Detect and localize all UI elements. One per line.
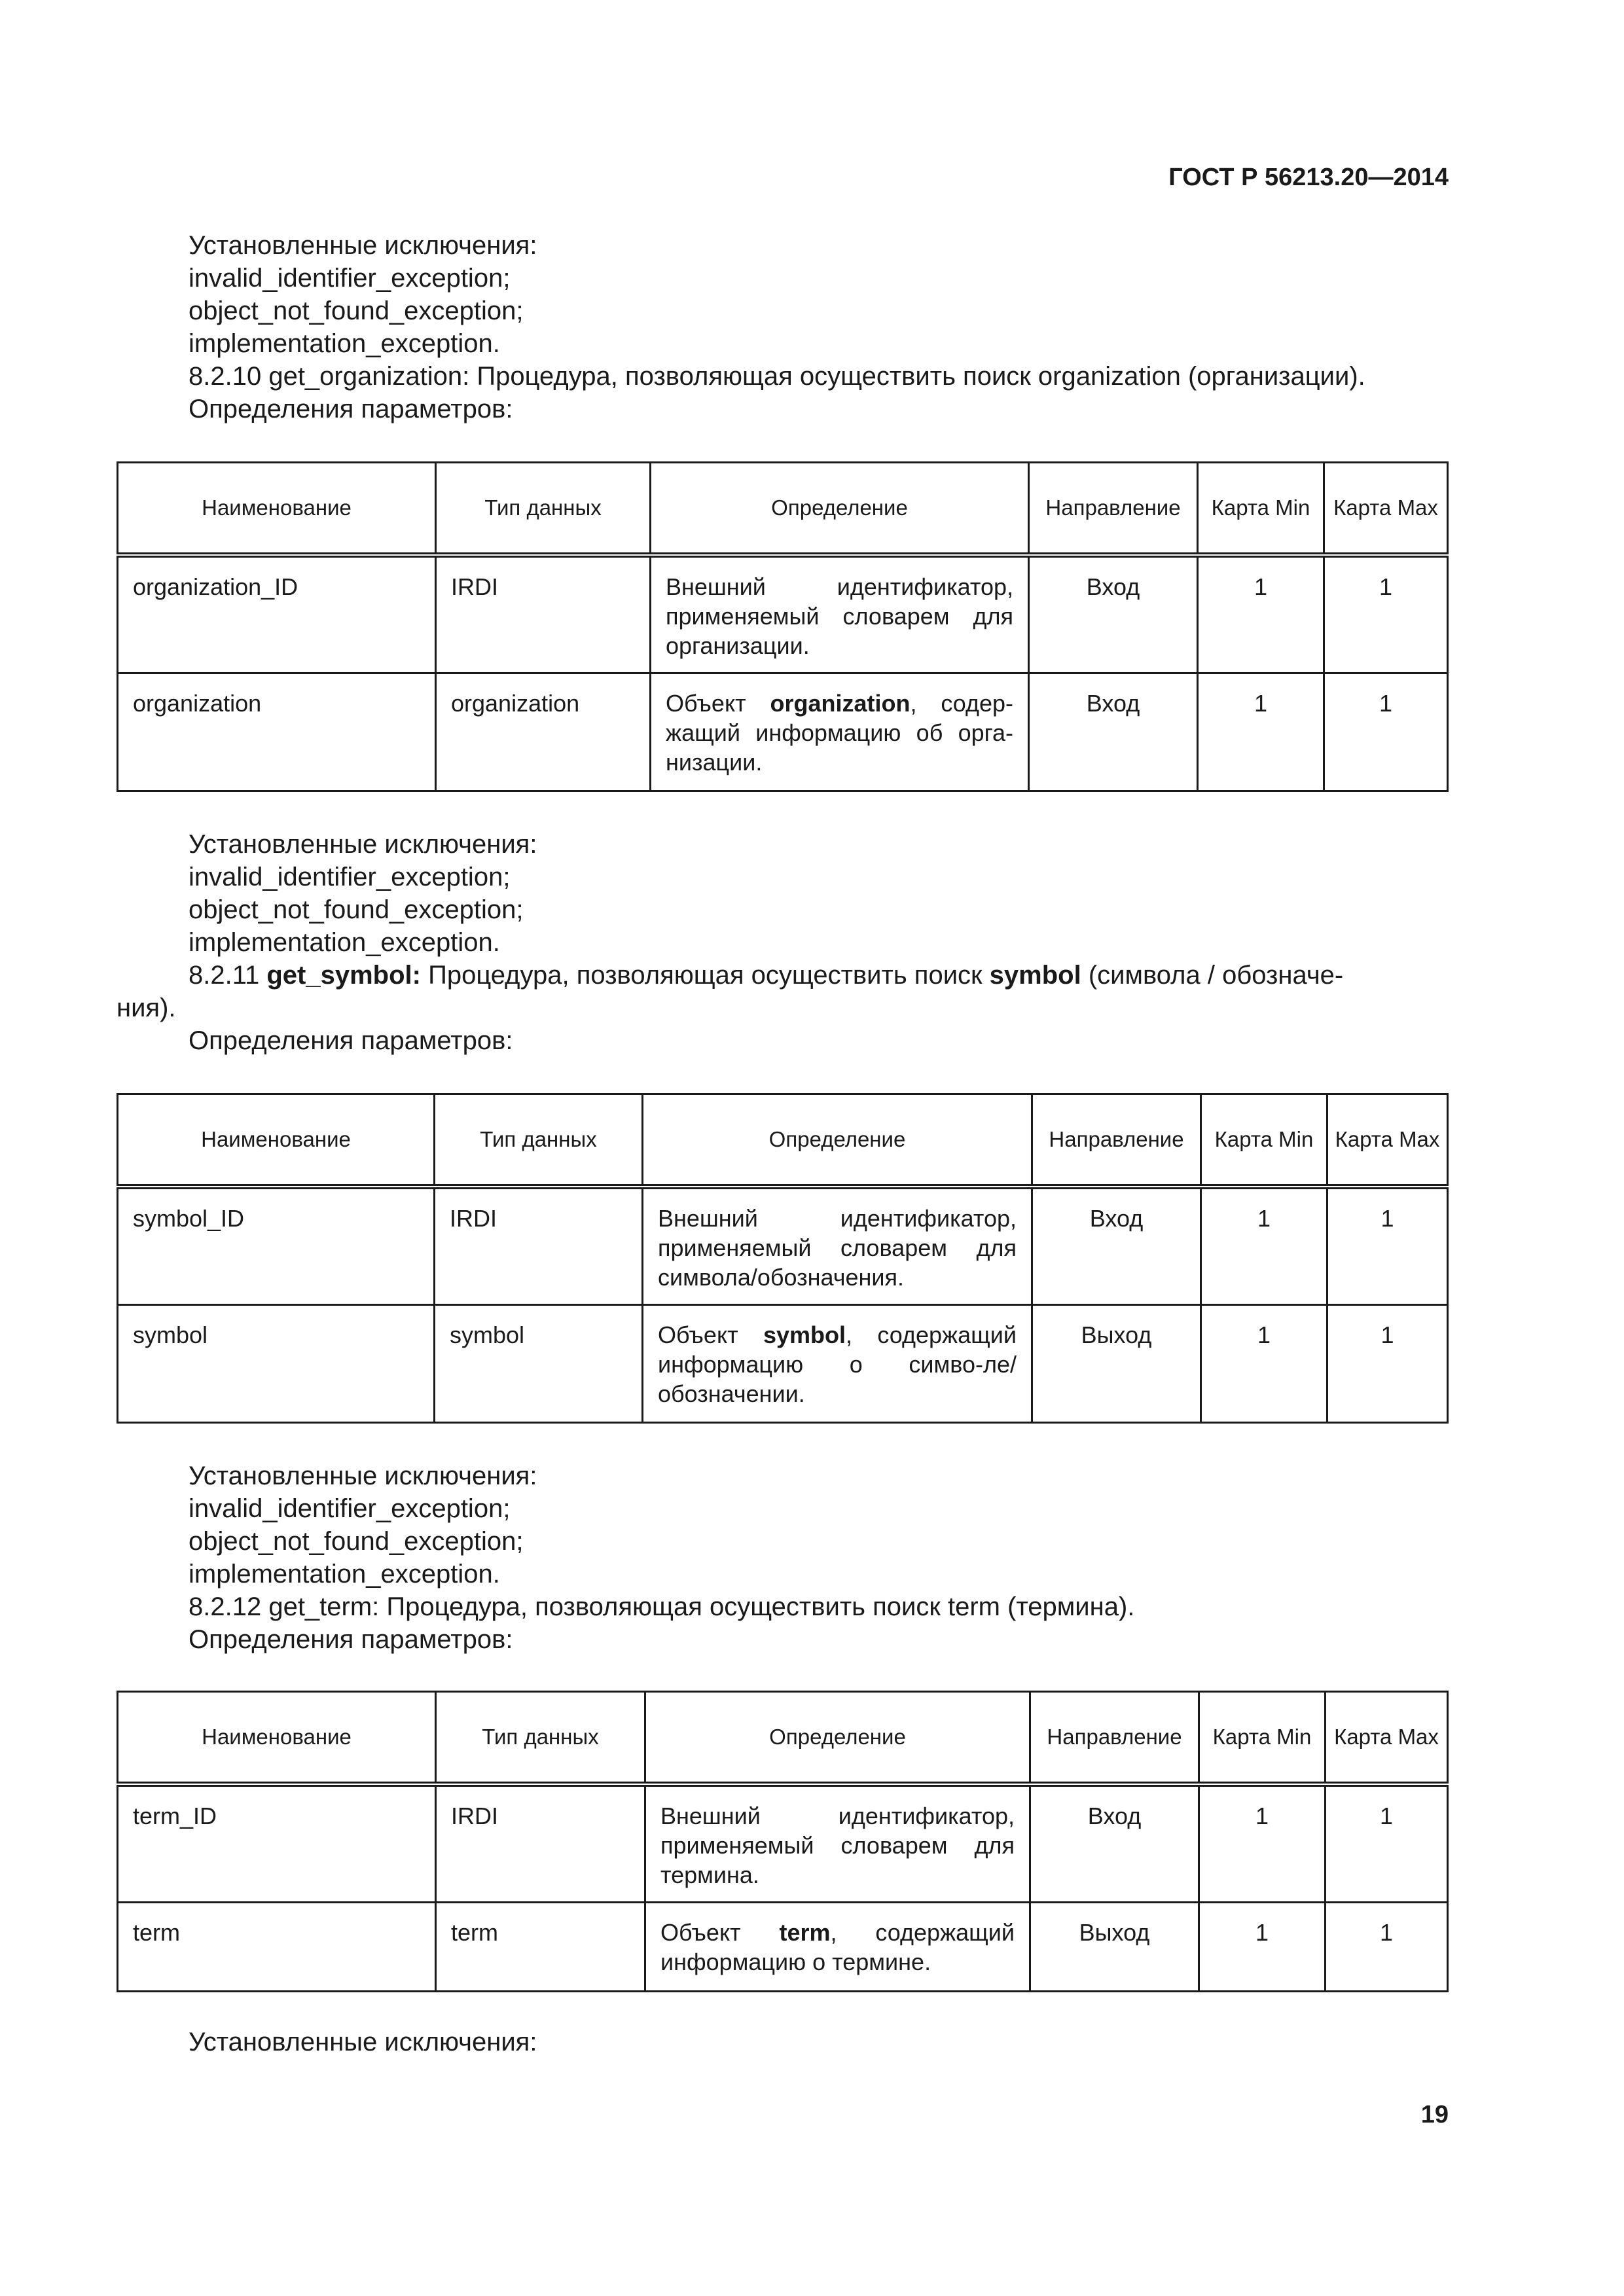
clause-object-name: symbol xyxy=(989,961,1081,990)
cell-direction: Вход xyxy=(1029,555,1198,673)
exceptions-title: Установленные исключения: xyxy=(189,830,537,859)
cell-name: symbol xyxy=(118,1305,435,1423)
col-header-definition: Определение xyxy=(651,463,1029,556)
cell-definition xyxy=(651,673,1029,791)
params-title: Определения параметров: xyxy=(189,1026,513,1055)
exception-item: invalid_identifier_exception; xyxy=(189,1494,511,1523)
cell-card-max: 1 xyxy=(1327,1187,1448,1305)
params-table-symbol xyxy=(117,1093,1449,1424)
table-row xyxy=(118,1784,1448,1903)
col-header-card-min: Карта Min xyxy=(1199,1692,1326,1785)
cell-card-max: 1 xyxy=(1326,1903,1448,1992)
col-header-card-min: Карта Min xyxy=(1201,1094,1327,1187)
cell-type: IRDI xyxy=(436,555,651,673)
cell-direction: Вход xyxy=(1029,673,1198,791)
clause-number: 8.2.11 xyxy=(189,961,267,990)
cell-type: term xyxy=(436,1903,645,1992)
col-header-card-max: Карта Max xyxy=(1324,463,1448,556)
section-get-term xyxy=(117,1460,1447,1656)
col-header-name: Наименование xyxy=(118,463,436,556)
cell-type: organization xyxy=(436,673,651,791)
table-header-row xyxy=(118,1094,1448,1187)
cell-card-max: 1 xyxy=(1324,673,1448,791)
table-row xyxy=(118,1305,1448,1423)
cell-name: symbol_ID xyxy=(118,1187,435,1305)
params-table-term xyxy=(117,1691,1449,1992)
clause-get-organization: 8.2.10 get_organization: Процедура, позволяющая осуществить поиск organization (организации). xyxy=(189,362,1365,391)
col-header-definition: Определение xyxy=(645,1692,1030,1785)
exceptions-title: Установленные исключения: xyxy=(189,231,537,260)
cell-card-min: 1 xyxy=(1201,1187,1327,1305)
col-header-direction: Направление xyxy=(1029,463,1198,556)
col-header-card-max: Карта Max xyxy=(1326,1692,1448,1785)
cell-card-min: 1 xyxy=(1198,555,1324,673)
cell-definition: Внешний идентификатор, применяемый словарем для символа/обозначения. xyxy=(643,1187,1032,1305)
cell-type: IRDI xyxy=(435,1187,643,1305)
exception-item: object_not_found_exception; xyxy=(189,1527,524,1556)
exception-item: implementation_exception. xyxy=(189,1560,500,1588)
col-header-definition: Определение xyxy=(643,1094,1032,1187)
exception-item: invalid_identifier_exception; xyxy=(189,264,511,293)
cell-definition: Внешний идентификатор, применяемый словарем для термина. xyxy=(645,1784,1030,1903)
section-get-symbol xyxy=(117,828,1447,1057)
exception-item: object_not_found_exception; xyxy=(189,895,524,924)
clause-text-continuation: ния). xyxy=(117,994,176,1022)
exception-item: implementation_exception. xyxy=(189,329,500,358)
cell-name: term_ID xyxy=(118,1784,436,1903)
definition-text: , содержащий информацию о симво-ле/обозначении. xyxy=(658,1321,1017,1407)
definition-text: Объект xyxy=(666,690,770,717)
cell-card-min: 1 xyxy=(1199,1903,1326,1992)
definition-text: Объект xyxy=(660,1919,780,1946)
cell-direction: Выход xyxy=(1030,1903,1199,1992)
section-get-organization xyxy=(117,229,1447,425)
col-header-name: Наименование xyxy=(118,1692,436,1785)
definition-object-name: symbol xyxy=(763,1321,846,1348)
cell-card-max: 1 xyxy=(1324,555,1448,673)
cell-direction: Вход xyxy=(1032,1187,1201,1305)
clause-text: (символа / обозначе- xyxy=(1081,961,1344,990)
col-header-card-max: Карта Max xyxy=(1327,1094,1448,1187)
col-header-direction: Направление xyxy=(1032,1094,1201,1187)
document-code: ГОСТ Р 56213.20—2014 xyxy=(1168,164,1449,191)
exceptions-title: Установленные исключения: xyxy=(189,1462,537,1490)
clause-procedure-name: get_symbol: xyxy=(266,961,421,990)
definition-text: , содер-жащий информацию об орга-низации. xyxy=(666,690,1013,776)
cell-name: term xyxy=(118,1903,436,1992)
clause-get-symbol xyxy=(117,959,1447,1024)
cell-type: IRDI xyxy=(436,1784,645,1903)
cell-card-max: 1 xyxy=(1326,1784,1448,1903)
table-header-row xyxy=(118,1692,1448,1785)
page-number: 19 xyxy=(1420,2101,1449,2128)
exception-item: object_not_found_exception; xyxy=(189,296,524,325)
table-header-row xyxy=(118,463,1448,556)
cell-definition: Внешний идентификатор, применяемый словарем для организации. xyxy=(651,555,1029,673)
table-row xyxy=(118,555,1448,673)
cell-card-max: 1 xyxy=(1327,1305,1448,1423)
cell-name: organization xyxy=(118,673,436,791)
params-table-organization xyxy=(117,461,1449,792)
definition-object-name: term xyxy=(779,1919,831,1946)
cell-definition xyxy=(643,1305,1032,1423)
col-header-type: Тип данных xyxy=(435,1094,643,1187)
cell-direction: Вход xyxy=(1030,1784,1199,1903)
table-row xyxy=(118,1187,1448,1305)
exception-item: implementation_exception. xyxy=(189,928,500,957)
cell-definition xyxy=(645,1903,1030,1992)
cell-direction: Выход xyxy=(1032,1305,1201,1423)
col-header-direction: Направление xyxy=(1030,1692,1199,1785)
section-exceptions-continued xyxy=(117,2026,1447,2058)
clause-get-term: 8.2.12 get_term: Процедура, позволяющая осуществить поиск term (термина). xyxy=(189,1592,1135,1621)
clause-text: Процедура, позволяющая осуществить поиск xyxy=(420,961,990,990)
params-title: Определения параметров: xyxy=(189,395,513,423)
cell-name: organization_ID xyxy=(118,555,436,673)
cell-type: symbol xyxy=(435,1305,643,1423)
col-header-type: Тип данных xyxy=(436,463,651,556)
params-title: Определения параметров: xyxy=(189,1625,513,1654)
cell-card-min: 1 xyxy=(1198,673,1324,791)
col-header-type: Тип данных xyxy=(436,1692,645,1785)
cell-card-min: 1 xyxy=(1199,1784,1326,1903)
definition-object-name: organization xyxy=(770,690,911,717)
table-row xyxy=(118,1903,1448,1992)
col-header-name: Наименование xyxy=(118,1094,435,1187)
definition-text: Объект xyxy=(658,1321,763,1348)
col-header-card-min: Карта Min xyxy=(1198,463,1324,556)
exceptions-title: Установленные исключения: xyxy=(189,2028,537,2056)
definition-text: , содержащий информацию о термине. xyxy=(660,1919,1015,1975)
cell-card-min: 1 xyxy=(1201,1305,1327,1423)
exception-item: invalid_identifier_exception; xyxy=(189,863,511,891)
table-row xyxy=(118,673,1448,791)
